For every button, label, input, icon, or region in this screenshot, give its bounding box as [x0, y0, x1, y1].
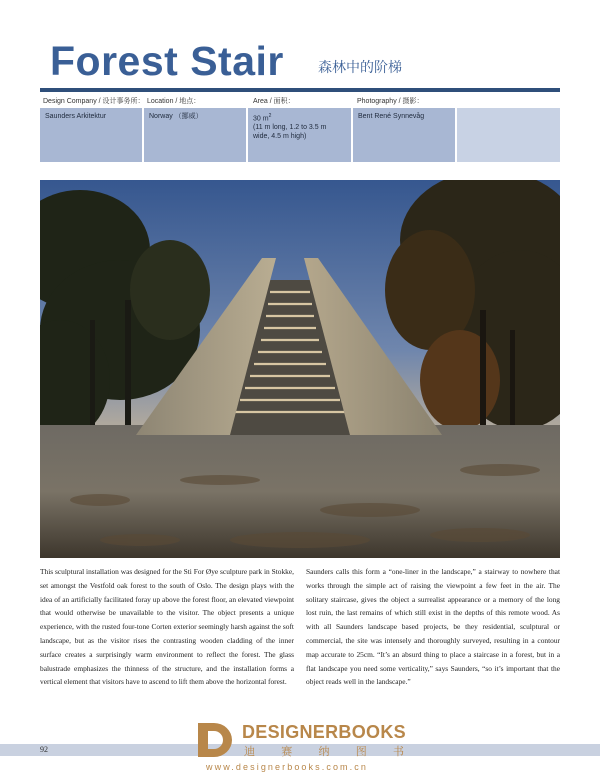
body-text-left: This sculptural installation was designed for the Sti For Øye sculpture park in Stokke, set amongst the Vestfold oak forest to the south of Oslo. The design plays with the idea of an artificially facilitated foray up above the forest floor, an elevated viewpoint that would otherwise be unavailable to the visitor. The object presents a unique experience, with the rusted four-tone Corten exterior seemingly harsh against the soft landscape, but as the visitor rises the contrasting wooden cladding of the inner surface creates a surprisingly warm environment to reflect the forest. The glass balustrade emphasizes the thinness of the structure, and the installation forms a vertical element that visitors have to ascend to lift them above the horizontal forest.	[40, 567, 294, 687]
info-box-photography	[353, 108, 455, 162]
publisher-url: www.designerbooks.com.cn	[206, 762, 368, 772]
value-area-main: 30 m	[253, 115, 269, 123]
logo-chinese-char: 赛	[281, 745, 293, 758]
value-area	[253, 112, 346, 123]
value-location: Norway （挪威）	[149, 113, 203, 120]
value-photography: Bent René Synnevåg	[358, 113, 425, 120]
title-rule	[40, 88, 560, 92]
designerbooks-logo-icon	[196, 721, 236, 759]
body-text-right: Saunders calls this form a “one-liner in the landscape,” a stairway to nowhere that works through the simple act of raising the viewpoint a few feet in the air. The solitary staircase, gives the object a surrealist appearance or a memory of the long lost ruin, the last remains of which still exist in the depths of this remote wood. As with all Saunders landscape based projects, be they residential, sculptural or commercial, the site was intensely and thoroughly surveyed, resulting in a contour map accurate to 25cm. “It’s an absurd thing to place a staircase in a forest, but in a flat landscape you need some verticality,” says Saunders, “so it’s important that the object reads well in the landscape.”	[306, 567, 560, 687]
info-box-empty	[457, 108, 560, 162]
value-design-company: Saunders Arkitektur	[45, 113, 107, 120]
label-photography: Photography / 摄影：	[357, 98, 424, 105]
info-labels	[40, 96, 560, 108]
value-area-detail-1: (11 m long, 1.2 to 3.5 m	[253, 124, 327, 132]
value-area-detail-2: wide, 4.5 m high)	[253, 133, 307, 141]
label-location: Location / 地点：	[147, 98, 201, 105]
forest-stair-photo	[40, 180, 560, 558]
page-number: 92	[40, 745, 48, 754]
logo-chinese-char: 图	[355, 745, 367, 758]
page-title: Forest Stair	[50, 38, 284, 84]
page-title-chinese: 森林中的阶梯	[318, 60, 402, 76]
label-design-company: Design Company / 设计事务所：	[43, 98, 145, 105]
logo-chinese-char: 纳	[318, 745, 330, 758]
info-box-company	[40, 108, 142, 162]
logo-text: DESIGNERBOOKS	[242, 722, 406, 742]
info-box-location	[144, 108, 246, 162]
forest-stair-illustration	[40, 180, 560, 558]
logo-chinese	[244, 743, 404, 759]
info-box-area	[248, 108, 351, 162]
value-area-superscript: 2	[268, 113, 272, 119]
label-area: Area / 面积：	[253, 98, 295, 105]
logo-chinese-char: 书	[393, 745, 404, 758]
logo-chinese-char: 迪	[244, 745, 255, 758]
